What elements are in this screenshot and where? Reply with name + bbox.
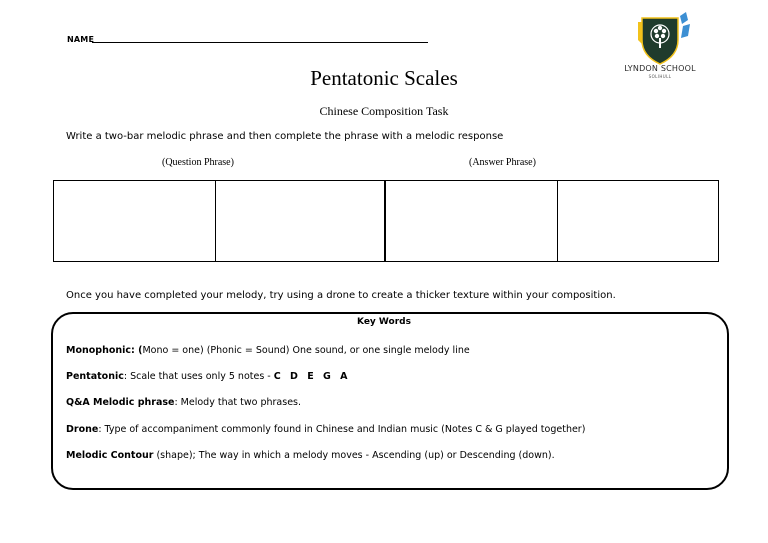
key-word-pentatonic <box>66 371 350 382</box>
question-phrase-label: (Question Phrase) <box>162 157 234 168</box>
key-word-term: Drone <box>66 424 99 435</box>
key-word-definition: : Scale that uses only 5 notes - <box>123 371 274 382</box>
key-word-qa-melodic-phrase <box>66 397 301 408</box>
key-word-melodic-contour <box>66 450 555 461</box>
key-words-heading: Key Words <box>357 317 411 327</box>
key-word-definition: (shape); The way in which a melody moves - Ascending (up) or Descending (down). <box>153 450 555 461</box>
bar-divider <box>215 181 216 261</box>
name-line[interactable] <box>92 42 428 43</box>
logo-location: SOLIHULL <box>648 74 672 79</box>
drone-instruction: Once you have completed your melody, try using a drone to create a thicker texture within your composition. <box>66 290 616 301</box>
key-word-definition: : Type of accompaniment commonly found in Chinese and Indian music (Notes C & G played together) <box>98 424 586 435</box>
key-word-drone <box>66 424 585 435</box>
task-instruction: Write a two-bar melodic phrase and then complete the phrase with a melodic response <box>66 131 504 142</box>
answer-phrase-label: (Answer Phrase) <box>469 157 536 168</box>
phrase-divider <box>384 181 386 261</box>
name-label: NAME <box>67 35 95 44</box>
key-word-monophonic <box>66 345 470 356</box>
page-subtitle: Chinese Composition Task <box>319 104 449 118</box>
key-word-definition: Mono = one) (Phonic = Sound) One sound, or one single melody line <box>142 345 470 356</box>
logo-school-name: LYNDON SCHOOL <box>624 64 696 73</box>
key-word-definition: : Melody that two phrases. <box>174 397 302 408</box>
key-word-term: Pentatonic <box>66 371 124 382</box>
key-word-term: Melodic Contour <box>66 450 154 461</box>
key-word-term: Monophonic: ( <box>66 345 143 356</box>
page-title: Pentatonic Scales <box>310 66 458 90</box>
bar-divider <box>557 181 558 261</box>
composition-bars <box>53 180 719 262</box>
key-word-term: Q&A Melodic phrase <box>66 397 175 408</box>
pentatonic-notes: C D E G A <box>273 371 351 382</box>
